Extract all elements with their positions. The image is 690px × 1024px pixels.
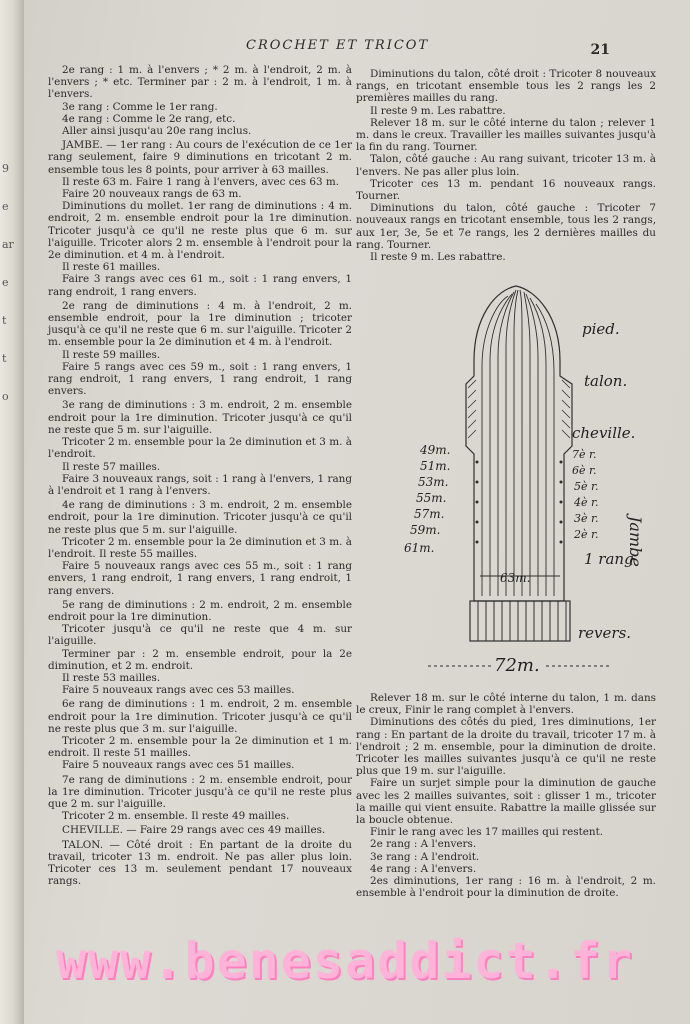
- paragraph: 2e rang : 1 m. à l'envers ; * 2 m. à l'endroit, 2 m. à l'envers ; * etc. Terminer par : 2 m. à l'endroit, 1 m. à l'envers.: [48, 64, 352, 101]
- paragraph: Terminer par : 2 m. ensemble endroit, pour la 2e diminution, et 2 m. endroit.: [48, 647, 352, 672]
- label-talon: talon.: [584, 372, 628, 390]
- svg-text:2è r.: 2è r.: [574, 528, 599, 541]
- paragraph: 2e rang de diminutions : 4 m. à l'endroit, 2 m. ensemble endroit, pour la 1re diminution ; tricoter jusqu'à ce qu'il ne reste que 6 m. sur l'aiguille. Tricoter 2 m. ensemble pour la 2e diminution et 4 m. à l'endroit.: [48, 299, 352, 349]
- label-cheville: cheville.: [572, 424, 636, 442]
- paragraph: Tricoter 2 m. ensemble. Il reste 49 mailles.: [62, 810, 290, 823]
- svg-text:61m.: 61m.: [404, 541, 435, 555]
- left-count-labels: [404, 443, 450, 555]
- paragraph: Tricoter 2 m. ensemble pour la 2e diminution et 3 m. à l'endroit. Il reste 55 mailles.: [48, 535, 352, 560]
- paragraph: Il reste 57 mailles.: [62, 460, 161, 473]
- paragraph: Diminutions du talon, côté droit : Tricoter 8 nouveaux rangs, en tricotant ensemble tous les 2 rangs les 2 premières mailles du rang.: [356, 68, 656, 105]
- site-watermark: www.benesaddict.fr: [56, 932, 634, 990]
- label-72m: 72m.: [494, 655, 540, 676]
- right-column-bottom: [356, 692, 656, 899]
- paragraph: Faire 5 nouveaux rangs avec ces 53 mailles.: [62, 684, 295, 697]
- left-column: [48, 64, 352, 887]
- svg-text:55m.: 55m.: [416, 491, 447, 505]
- label-63m: 63m.: [500, 571, 531, 585]
- paragraph: Tricoter 2 m. ensemble pour la 2e diminution et 1 m. endroit. Il reste 51 mailles.: [48, 734, 352, 760]
- paragraph: 3e rang : Comme le 1er rang.: [62, 100, 218, 113]
- section-talon: TALON. — Côté droit : En partant de la droite du travail, tricoter 13 m. endroit. Ne pas aller plus loin. Tricoter ces 13 m. seulement pendant 17 nouveaux rangs.: [48, 838, 352, 888]
- svg-text:7è r.: 7è r.: [572, 448, 597, 461]
- paragraph: Il reste 61 mailles.: [62, 261, 161, 274]
- paragraph: Tricoter ces 13 m. pendant 16 nouveaux rangs. Tourner.: [356, 177, 656, 203]
- paragraph: Faire 3 rangs avec ces 61 m., soit : 1 rang envers, 1 rang endroit, 1 rang envers.: [48, 273, 352, 298]
- paragraph: 3e rang : A l'endroit.: [370, 850, 480, 863]
- label-jambe: Jambe: [626, 516, 645, 567]
- paragraph: Diminutions du talon, côté gauche : Tricoter 7 nouveaux rangs en tricotant ensemble, tous les 2 rangs, aux 1er, 3e, 5e et 7e rangs, les 2 dernières mailles du rang. Tourner.: [356, 202, 656, 251]
- book-page: [24, 0, 690, 1024]
- knit-ribs: [482, 290, 554, 596]
- svg-text:3è r.: 3è r.: [574, 512, 599, 525]
- paragraph: Tricoter jusqu'à ce qu'il ne reste que 4 m. sur l'aiguille.: [48, 623, 352, 648]
- heel-hatching: [468, 380, 570, 438]
- ribbed-cuff: [470, 601, 570, 641]
- paragraph: Talon, côté gauche : Au rang suivant, tricoter 13 m. à l'envers. Ne pas aller plus loin.: [356, 153, 656, 178]
- paragraph: 4e rang de diminutions : 3 m. endroit, 2 m. ensemble endroit, pour la 1re diminution. Tricoter jusqu'à ce qu'il ne reste plus que 5 m. sur l'aiguille.: [48, 499, 352, 536]
- paragraph: Aller ainsi jusqu'au 20e rang inclus.: [62, 125, 252, 138]
- paragraph: Faire un surjet simple pour la diminution de gauche avec les 2 mailles suivantes, soit : glisser 1 m., tricoter la maille qui vient ensuite. Rabattre la maille glissée sur la boucle obtenue.: [356, 777, 656, 827]
- paragraph: Il reste 53 mailles.: [62, 671, 161, 684]
- page-header: [24, 38, 690, 58]
- paragraph: Diminutions du mollet. 1er rang de diminutions : 4 m. endroit, 2 m. ensemble endroit pour la 1re diminution. Tricoter jusqu'à ce qu'il ne reste plus que 6 m. sur l'aiguille. Tricoter alors 2 m. ensemble à l'endroit pour la 2e diminution. et 4 m. à l'endroit.: [48, 200, 352, 262]
- label-envers: revers.: [578, 624, 632, 642]
- sock-diagram: [396, 276, 666, 676]
- book-spine: [0, 0, 24, 1024]
- previous-page-fragment: 9 e ar e t t o: [2, 162, 14, 403]
- section-jambe: JAMBE. — 1er rang : Au cours de l'exécution de ce 1er rang seulement, faire 9 diminutions en tricotant 2 m. ensemble tous les 8 points, pour arriver à 63 mailles.: [48, 139, 352, 176]
- paragraph: 6e rang de diminutions : 1 m. endroit, 2 m. ensemble endroit pour la 1re diminution. Tricoter jusqu'à ce qu'il ne reste plus que 3 m. sur l'aiguille.: [48, 698, 352, 735]
- paragraph: Faire 5 nouveaux rangs avec ces 51 mailles.: [62, 759, 295, 772]
- paragraph: Il reste 59 mailles.: [62, 348, 161, 361]
- paragraph: 4e rang : A l'envers.: [370, 862, 477, 875]
- paragraph: 7e rang de diminutions : 2 m. ensemble endroit, pour la 1re diminution. Tricoter jusqu'à ce qu'il ne reste plus que 2 m. sur l'aiguille.: [48, 773, 352, 810]
- paragraph: Faire 3 nouveaux rangs, soit : 1 rang à l'envers, 1 rang à l'endroit et 1 rang à l'envers.: [48, 472, 352, 497]
- svg-text:6è r.: 6è r.: [572, 464, 597, 477]
- paragraph: Il reste 63 m. Faire 1 rang à l'envers, avec ces 63 m.: [62, 175, 340, 188]
- paragraph: 4e rang : Comme le 2e rang, etc.: [62, 112, 236, 125]
- svg-text:53m.: 53m.: [418, 475, 449, 489]
- label-pied: pied.: [582, 320, 620, 338]
- paragraph: Il reste 9 m. Les rabattre.: [370, 251, 506, 264]
- svg-text:57m.: 57m.: [414, 507, 445, 521]
- paragraph: Relever 18 m. sur le côté interne du talon ; relever 1 m. dans le creux. Travailler les mailles suivantes jusqu'à la fin du rang. Tourner.: [356, 116, 656, 154]
- paragraph: 2e rang : A l'envers.: [370, 838, 477, 851]
- paragraph: Finir le rang avec les 17 mailles qui restent.: [370, 826, 604, 839]
- paragraph: 2es diminutions, 1er rang : 16 m. à l'endroit, 2 m. ensemble à l'endroit pour la diminution de droite.: [356, 875, 656, 900]
- paragraph: Faire 20 nouveaux rangs de 63 m.: [62, 188, 242, 201]
- svg-text:5è r.: 5è r.: [574, 480, 599, 493]
- svg-text:59m.: 59m.: [410, 523, 441, 537]
- svg-text:51m.: 51m.: [420, 459, 451, 473]
- right-rang-labels: [572, 448, 599, 541]
- cuff-ribs: [478, 601, 566, 641]
- paragraph: Faire 5 rangs avec ces 59 m., soit : 1 rang envers, 1 rang endroit, 1 rang envers, 1 rang endroit, 1 rang envers.: [48, 360, 352, 398]
- section-cheville: CHEVILLE. — Faire 29 rangs avec ces 49 mailles.: [62, 824, 326, 837]
- paragraph: Relever 18 m. sur le côté interne du talon, 1 m. dans le creux, Finir le rang complet à l'envers.: [356, 692, 656, 717]
- paragraph: Faire 5 nouveaux rangs avec ces 55 m., soit : 1 rang envers, 1 rang endroit, 1 rang envers, 1 rang endroit, 1 rang envers.: [48, 560, 352, 597]
- paragraph: Diminutions des côtés du pied, 1res diminutions, 1er rang : En partant de la droite du travail, tricoter 17 m. à l'endroit ; 2 m. ensemble, pour la diminution de droite. Tricoter les mailles suivantes jusqu'à ce qu'il ne reste plus que 19 m. sur l'aiguille.: [356, 716, 656, 778]
- page-number: 21: [590, 42, 610, 58]
- right-column-top: [356, 68, 656, 263]
- decrease-dots: [476, 461, 563, 544]
- svg-text:49m.: 49m.: [420, 443, 451, 457]
- running-title: CROCHET ET TRICOT: [246, 38, 430, 53]
- paragraph: Tricoter 2 m. ensemble pour la 2e diminution et 3 m. à l'endroit.: [48, 436, 352, 461]
- svg-text:4è r.: 4è r.: [574, 496, 599, 509]
- paragraph: Il reste 9 m. Les rabattre.: [370, 104, 506, 117]
- paragraph: 5e rang de diminutions : 2 m. endroit, 2 m. ensemble endroit pour la 1re diminution.: [48, 598, 352, 623]
- paragraph: 3e rang de diminutions : 3 m. endroit, 2 m. ensemble endroit pour la 1re diminution. Tricoter jusqu'à ce qu'il ne reste que 5 m. sur l'aiguille.: [48, 399, 352, 436]
- label-1-rang: 1 rang: [584, 550, 634, 568]
